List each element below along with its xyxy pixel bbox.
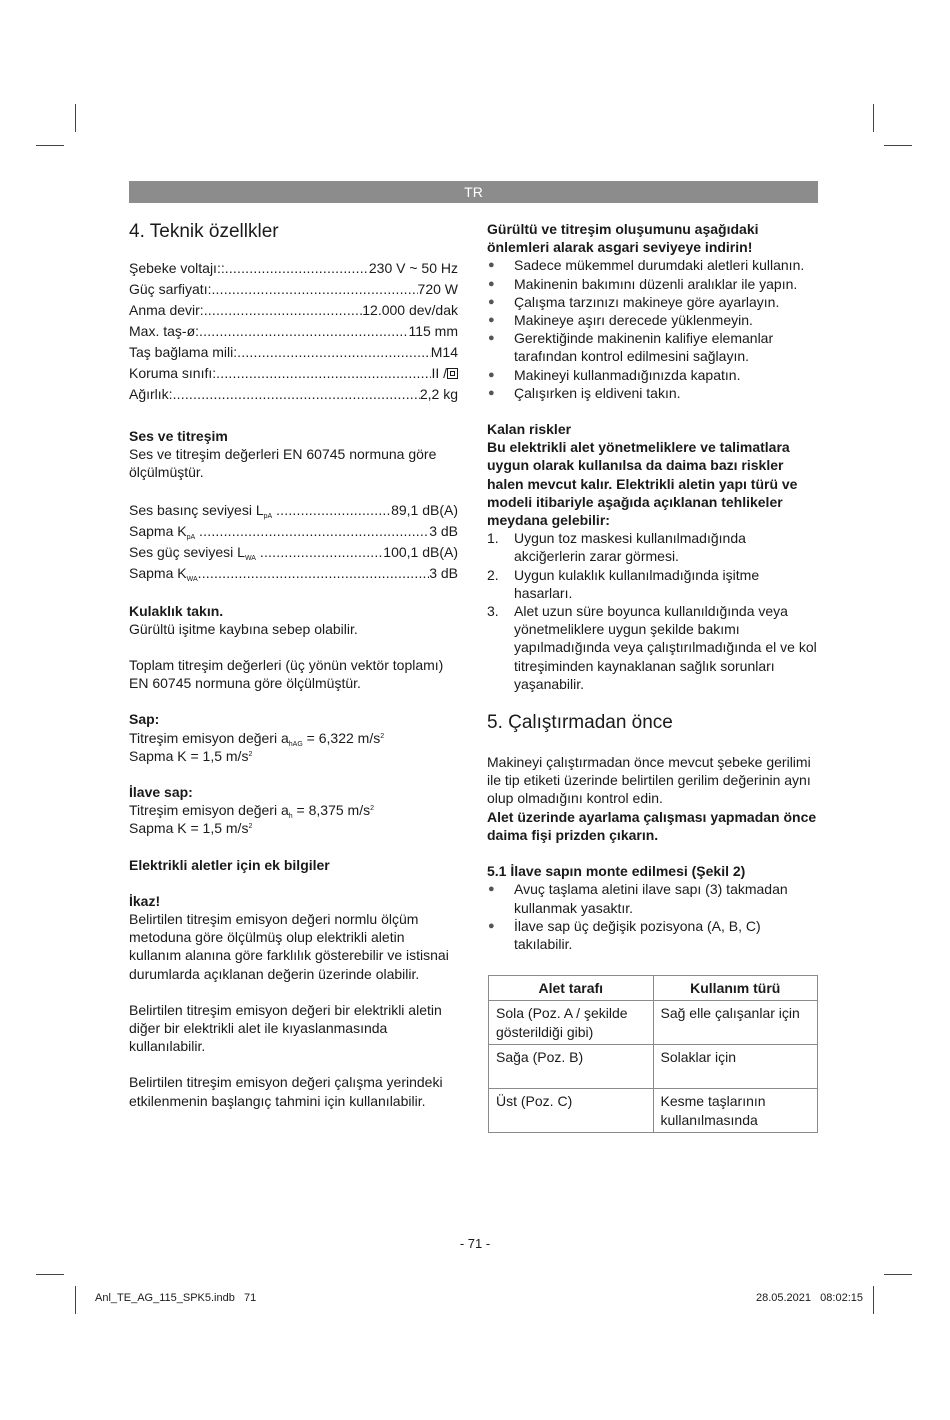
crop-mark (75, 1286, 76, 1314)
table-cell: Sola (Poz. A / şekilde gösterildiği gibi) (489, 1001, 654, 1045)
noise-values (129, 500, 458, 584)
noise-heading: Ses ve titreşim (129, 428, 228, 444)
aux-handle-deviation: Sapma K = 1,5 $m/s^2$ (129, 820, 253, 837)
table-row (489, 1045, 818, 1089)
table-cell: Sağ elle çalışanlar için (653, 1001, 818, 1045)
left-column (129, 220, 458, 1110)
spec-row: Şebeke voltajı:: ..... 230 V ~ 50 Hz (129, 258, 458, 279)
section-5-1-list (487, 880, 818, 953)
list-item: ● Makineyi kullanmadığınızda kapatın. (488, 366, 741, 383)
protection-class-icon (447, 368, 458, 379)
table-row (489, 1001, 818, 1045)
spec-list (129, 258, 458, 405)
list-item: ● Çalışırken iş eldiveni takın. (488, 384, 681, 401)
list-item: ● İlave sap üç değişik pozisyona (A, B, C) takılabilir. (488, 917, 761, 952)
handle-heading: Sap: (129, 711, 160, 728)
footer-datetime: 28.05.2021 08:02:15 (755, 1292, 863, 1304)
noise-row: Ses basınç seviyesi $L_{pA}$ ..... 89,1 dB(A) (129, 500, 458, 521)
list-item: 3. Alet uzun süre boyunca kullanıldığında veya yönetmeliklere uygun şekilde bakımı yapılmadığında veya çalıştırılmadığında el ve kol titreşiminden kaynaklanan sağlık sorunları yaşanabilir. (487, 603, 817, 692)
bullet-icon: ● (488, 386, 495, 399)
table-header: Kullanım türü (653, 976, 818, 1001)
ear-text: Gürültü işitme kaybına sebep olabilir. (129, 620, 358, 637)
bullet-icon: ● (488, 368, 495, 381)
aux-handle-vibration-value: Titreşim emisyon değeri $a_h = 8,375$ $m/s^2$ (129, 802, 375, 821)
list-item: ● Çalışma tarzınızı makineye göre ayarlayın. (488, 293, 780, 310)
language-label: TR (464, 184, 483, 200)
spec-row: Güç sarfiyatı: ..... 720 W (129, 279, 458, 300)
spec-row: Taş bağlama mili: ..... M14 (129, 342, 458, 363)
section-5-1-heading: 5.1 İlave sapın monte edilmesi (Şekil 2) (487, 863, 746, 880)
crop-mark (75, 104, 76, 132)
handle-deviation: Sapma K = 1,5 $m/s^2$ (129, 747, 253, 764)
list-item: ● Makineye aşırı derecede yüklenmeyin. (488, 312, 753, 329)
section-4-title: 4. Teknik özellkler (129, 221, 279, 242)
crop-mark (36, 145, 64, 146)
table-cell: Kesme taşlarının kullanılmasında (653, 1089, 818, 1133)
residual-risks-text: Bu elektrikli alet yönetmeliklere ve talimatlara uygun olarak kullanılsa da daima bazı riskler halen mevcut kalır. Elektrikli aletin yapı türü ve modeli itibariyle aşağıda açıklanan tehlikeler meydana gelebilir: (487, 439, 798, 529)
aux-handle-heading: İlave sap: (129, 784, 193, 801)
noise-reduction-list (487, 256, 818, 402)
section-5-text: Makineyi çalıştırmadan önce mevcut şebeke gerilimi ile tip etiketi üzerinde belirtilen gerilim değerinin aynı olup olmadığını kontrol edin. (487, 754, 811, 807)
list-item: ● Sadece mükemmel durumdaki aletleri kullanın. (488, 257, 805, 274)
section-5-warning: Alet üzerinde ayarlama çalışması yapmadan önce daima fişi prizden çıkarın. (487, 808, 817, 843)
footer-filename: Anl_TE_AG_115_SPK5.indb 71 (95, 1292, 257, 1304)
table-cell: Sağa (Poz. B) (489, 1045, 654, 1089)
warning-paragraph-3: Belirtilen titreşim emisyon değeri çalışma yerindeki etkilenmenin başlangıç tahmini için kullanılabilir. (129, 1074, 443, 1109)
noise-text: Ses ve titreşim değerleri EN 60745 normuna göre ölçülmüştür. (129, 446, 437, 481)
right-column (487, 220, 818, 1133)
bullet-icon: ● (488, 277, 495, 290)
crop-mark (884, 145, 912, 146)
table-header-row (489, 976, 818, 1001)
crop-mark (873, 104, 874, 132)
list-item: ● Avuç taşlama aletini ilave sapı (3) takmadan kullanmak yasaktır. (488, 881, 788, 916)
bullet-icon: ● (488, 295, 495, 308)
spec-row: Anma devir: ..... 12.000 dev/dak (129, 300, 458, 321)
crop-mark (36, 1274, 64, 1275)
table-header: Alet tarafı (489, 976, 654, 1001)
crop-mark (873, 1286, 874, 1314)
noise-row: Ses güç seviyesi $L_{WA}$ ..... 100,1 dB(A) (129, 542, 458, 563)
list-item: 1. Uygun toz maskesi kullanılmadığında akciğerlerin zarar görmesi. (487, 530, 746, 565)
page-number: - 71 - (459, 1236, 491, 1251)
bullet-icon: ● (488, 259, 495, 272)
list-item: ● Makinenin bakımını düzenli aralıklar ile yapın. (488, 275, 798, 292)
handle-position-table (488, 975, 818, 1133)
list-item: 2. Uygun kulaklık kullanılmadığında işitme hasarları. (487, 566, 760, 601)
warning-paragraph-2: Belirtilen titreşim emisyon değeri bir elektrikli aletin diğer bir elektrikli alet ile kıyaslanmasında kullanılabilir. (129, 1001, 442, 1055)
bullet-icon: ● (488, 919, 495, 932)
spec-row: Koruma sınıfı: ..... II / (129, 363, 458, 384)
residual-risks-list (487, 529, 818, 693)
spec-row: Ağırlık: ..... 2,2 kg (129, 384, 458, 405)
bullet-icon: ● (488, 314, 495, 327)
noise-row: Sapma $K_{WA}$ ..... 3 dB (129, 563, 458, 584)
noise-row: Sapma $K_{pA}$ ..... 3 dB (129, 521, 458, 542)
warning-heading: İkaz! (129, 892, 161, 909)
residual-risks-heading: Kalan riskler (487, 421, 572, 438)
section-5-title: 5. Çalıştırmadan önce (487, 712, 673, 734)
language-header-bar (129, 181, 818, 203)
warning-paragraph-1: Belirtilen titreşim emisyon değeri normlu ölçüm metoduna göre ölçülmüş olup elektrikli aletin kullanım alanına göre farklılık gösterebilir ve istisnai durumlarda açıklanan değerin üzerinde olabilir. (129, 911, 449, 982)
list-item: ● Gerektiğinde makinenin kalifiye elemanlar tarafından kontrol edilmesini sağlayın. (488, 330, 774, 365)
vibration-total-text: Toplam titreşim değerleri (üç yönün vektör toplamı) EN 60745 normuna göre ölçülmüştür. (129, 657, 444, 692)
extra-info-heading: Elektrikli aletler için ek bilgiler (129, 856, 330, 873)
bullet-icon: ● (488, 883, 495, 896)
ear-heading: Kulaklık takın. (129, 602, 224, 619)
noise-reduction-heading: Gürültü ve titreşim oluşumunu aşağıdaki önlemleri alarak asgari seviyeye indirin! (487, 221, 759, 256)
spec-row: Max. taş-ø: ..... 115 mm (129, 321, 458, 342)
table-cell: Üst (Poz. C) (489, 1089, 654, 1133)
handle-vibration-value: Titreşim emisyon değeri $a_{hAG} = 6,322$ $m/s^2$ (129, 729, 385, 748)
bullet-icon: ● (488, 332, 495, 345)
table-cell: Solaklar için (653, 1045, 818, 1089)
crop-mark (884, 1274, 912, 1275)
table-row (489, 1089, 818, 1133)
